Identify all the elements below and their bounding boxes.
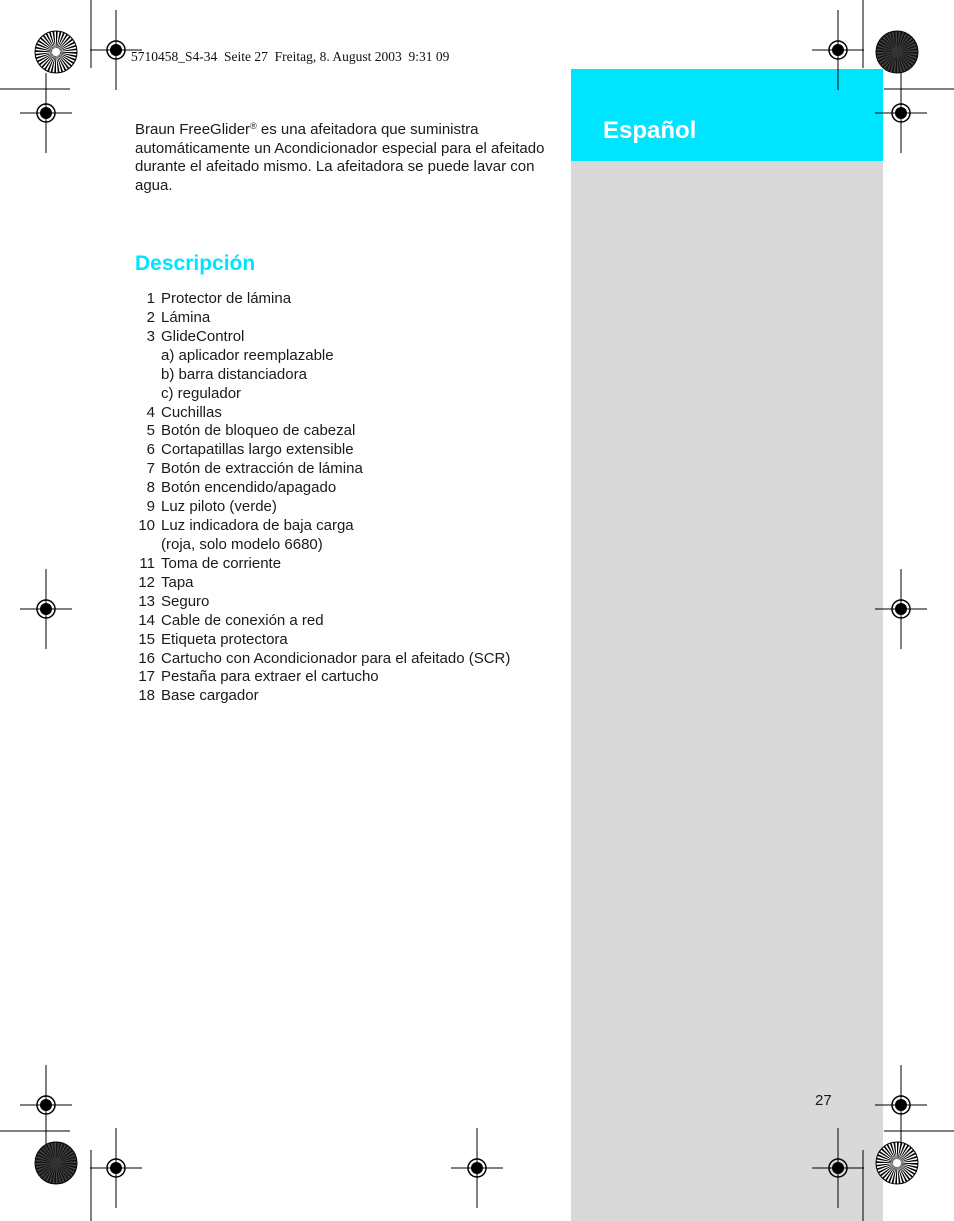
list-item-label: GlideControl (161, 327, 245, 345)
registration-mark-icon (20, 73, 72, 153)
registration-mark-icon (20, 1065, 72, 1145)
list-item-label: (roja, solo modelo 6680) (161, 535, 323, 553)
list-item-label: Etiqueta protectora (161, 630, 288, 648)
list-item-number: 12 (138, 573, 155, 591)
list-item-number: 14 (138, 611, 155, 629)
list-item-number: 6 (146, 441, 155, 459)
list-item-number: 7 (146, 460, 155, 478)
list-item-number: 3 (146, 327, 155, 345)
list-item-label: Seguro (161, 592, 210, 610)
description-heading: Descripción (135, 252, 256, 275)
list-item-label: Luz indicadora de baja carga (161, 517, 354, 535)
list-item-label: Toma de corriente (161, 554, 282, 572)
list-item-number: 16 (138, 649, 155, 667)
list-item-label: Cable de conexión a red (161, 611, 324, 629)
list-item-label: Cortapatillas largo extensible (161, 441, 354, 459)
list-item-number: 1 (146, 290, 155, 307)
starburst-target-icon (876, 31, 918, 73)
list-item-label: Cartucho con Acondicionador para el afeitado (SCR) (161, 649, 511, 667)
list-item-label: Protector de lámina (161, 290, 292, 307)
list-item-number: 11 (139, 554, 155, 572)
starburst-target-icon (35, 1142, 77, 1184)
list-item-number: 5 (146, 422, 155, 440)
list-item-number: 18 (138, 687, 155, 705)
list-item-label: Tapa (161, 573, 194, 591)
list-item-label: Lámina (161, 308, 211, 326)
registration-mark-icon (875, 73, 927, 153)
registration-mark-icon (812, 1128, 864, 1208)
list-item-label: Base cargador (161, 687, 259, 705)
list-item-label: Botón de bloqueo de cabezal (161, 422, 356, 440)
registration-mark-icon (812, 10, 864, 90)
list-item-number: 9 (146, 498, 155, 516)
registration-mark-icon (20, 569, 72, 649)
list-item-number: 17 (138, 668, 155, 686)
list-item-label: Cuchillas (161, 403, 222, 421)
language-title: Español (603, 117, 697, 144)
list-item-number: 8 (146, 479, 155, 497)
list-item-label: Botón encendido/apagado (161, 479, 337, 497)
registration-mark-icon (90, 1128, 142, 1208)
intro-text: es una afeitadora que suministra automáticamente un Acondicionador especial para el afeitado durante el afeitado mismo. La afeitadora se puede lavar con agua. (135, 121, 545, 195)
list-item-label: b) barra distanciadora (161, 365, 307, 383)
page-number: 27 (815, 1092, 832, 1109)
registration-mark-icon (875, 1065, 927, 1145)
intro-brand: Braun FreeGlider (135, 121, 251, 138)
registration-mark-icon (451, 1128, 503, 1208)
list-item-label: c) regulador (161, 384, 242, 402)
registered-mark: ® (250, 121, 257, 131)
list-item-label: a) aplicador reemplazable (161, 346, 334, 364)
list-item-label: Luz piloto (verde) (161, 498, 277, 516)
list-item-number: 4 (146, 403, 155, 421)
list-item-label: Pestaña para extraer el cartucho (161, 668, 379, 686)
list-item-number: 2 (146, 308, 155, 326)
list-item-number: 15 (138, 630, 155, 648)
list-item-number: 10 (138, 517, 155, 535)
registration-mark-icon (875, 569, 927, 649)
starburst-target-icon (35, 31, 77, 73)
starburst-target-icon (876, 1142, 918, 1184)
list-item-label: Botón de extracción de lámina (161, 460, 363, 478)
registration-mark-icon (90, 10, 142, 90)
print-header: 5710458_S4-34 Seite 27 Freitag, 8. August 2003 9:31 09 (131, 49, 450, 64)
list-item-number: 13 (138, 592, 155, 610)
